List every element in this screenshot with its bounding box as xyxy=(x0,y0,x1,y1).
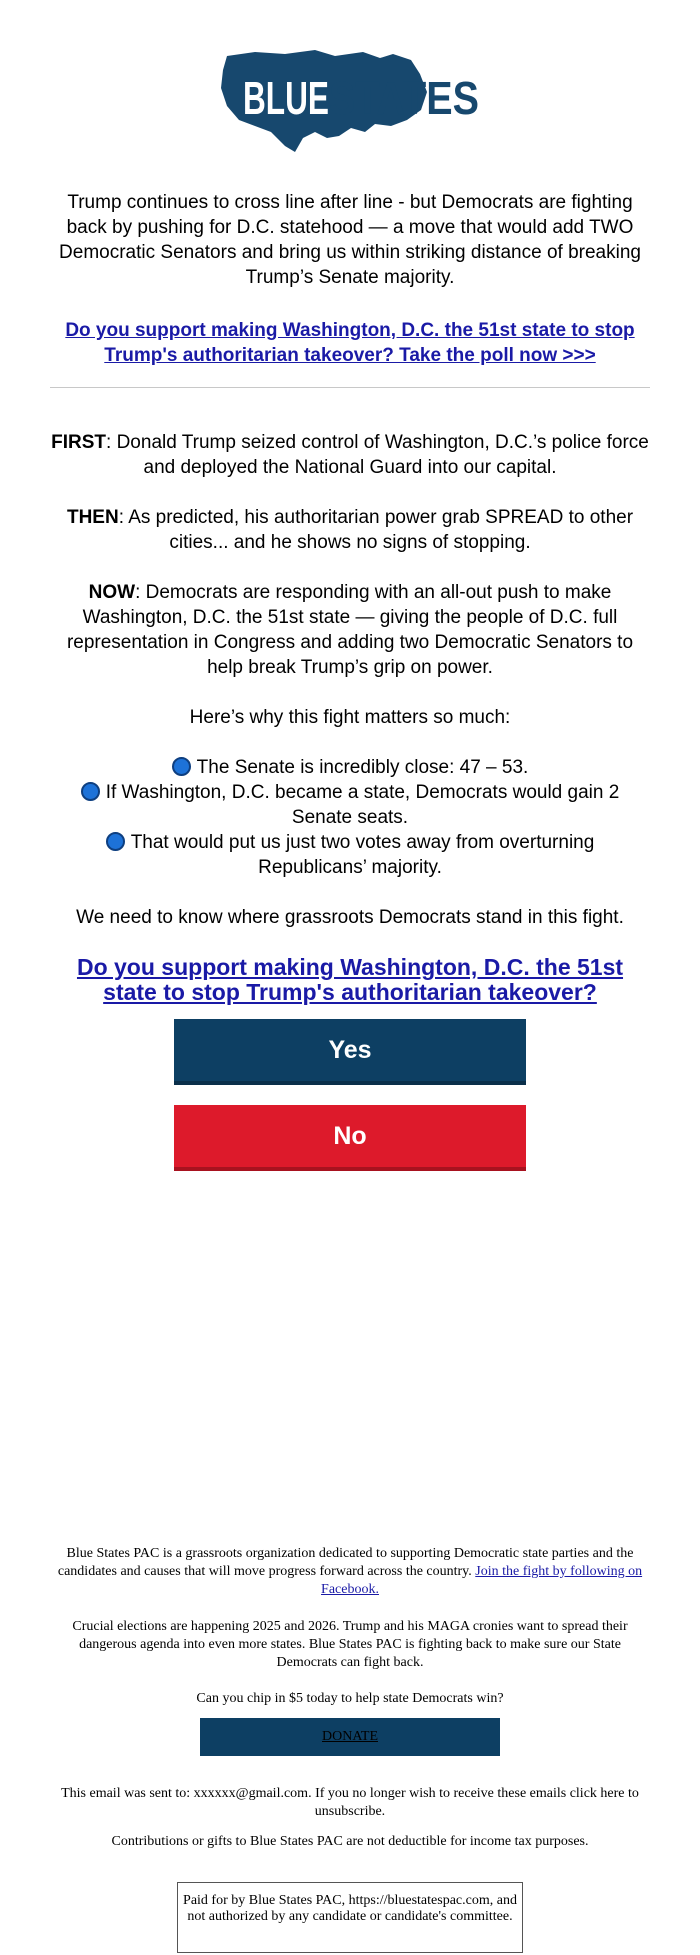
take-poll-link[interactable]: Do you support making Washington, D.C. the 51st state to stop Trump's authoritarian takeover? Take the poll now >>> xyxy=(65,320,635,366)
us-map-logo-icon xyxy=(215,48,485,158)
then-text: : As predicted, his authoritarian power grab SPREAD to other cities... and he shows no signs of stopping. xyxy=(118,507,634,553)
blue-circle-icon xyxy=(106,832,125,851)
paid-for-box: Paid for by Blue States PAC, https://bluestatespac.com, and not authorized by any candidate or candidate's committee. xyxy=(177,1882,523,1953)
list-item: If Washington, D.C. became a state, Democrats would gain 2 Senate seats. xyxy=(50,780,650,830)
need-text: We need to know where grassroots Democrats stand in this fight. xyxy=(76,907,624,928)
blue-states-logo xyxy=(0,48,700,158)
footer-elections: Crucial elections are happening 2025 and 2026. Trump and his MAGA cronies want to spread their dangerous agenda into even more states. Blue States PAC is fighting back to make sure our State Democrats can fight back. xyxy=(72,1619,628,1670)
footer-sent-to[interactable]: This email was sent to: xxxxxx@gmail.com. If you no longer wish to receive these emails click here to unsubscribe. xyxy=(61,1786,639,1819)
footer-chip-in: Can you chip in $5 today to help state Democrats win? xyxy=(196,1691,504,1706)
blue-circle-icon xyxy=(81,782,100,801)
poll-question-link[interactable]: Do you support making Washington, D.C. the 51st state to stop Trump's authoritarian takeover? xyxy=(76,954,624,1005)
logo-states-text: STATES xyxy=(329,72,479,124)
facebook-link[interactable]: Join the fight by following on Facebook. xyxy=(321,1564,643,1597)
yes-button[interactable]: Yes xyxy=(174,1019,526,1085)
then-label: THEN xyxy=(66,507,119,528)
bullet-list xyxy=(50,755,650,880)
now-paragraph xyxy=(50,580,650,680)
footer-tax-note: Contributions or gifts to Blue States PAC are not deductible for income tax purposes. xyxy=(111,1834,589,1849)
footer-about: Blue States PAC is a grassroots organization dedicated to supporting Democratic state parties and the candidates and causes that will move progress forward across the country. Join the fight by following on Facebook. xyxy=(57,1546,643,1597)
divider xyxy=(50,387,650,388)
no-button[interactable]: No xyxy=(174,1105,526,1171)
first-paragraph xyxy=(50,430,650,480)
blue-circle-icon xyxy=(172,757,191,776)
now-label: NOW xyxy=(88,582,136,603)
list-item: The Senate is incredibly close: 47 – 53. xyxy=(50,755,650,780)
first-text: : Donald Trump seized control of Washington, D.C.’s police force and deployed the National Guard into our capital. xyxy=(106,432,649,478)
first-label: FIRST xyxy=(51,432,107,453)
why-text: Here’s why this fight matters so much: xyxy=(189,707,511,728)
intro-text: Trump continues to cross line after line - but Democrats are fighting back by pushing for D.C. statehood — a move that would add TWO Democratic Senators and bring us within striking distance of breaking Trump’s Senate majority. xyxy=(59,192,641,288)
logo-blue-text: BLUE xyxy=(243,72,329,124)
now-text: : Democrats are responding with an all-out push to make Washington, D.C. the 51st state — giving the people of D.C. full representation in Congress and adding two Democratic Senators to help break Trump’s grip on power. xyxy=(66,582,634,678)
list-item: That would put us just two votes away from overturning Republicans’ majority. xyxy=(50,830,650,880)
donate-button[interactable]: DONATE xyxy=(200,1718,500,1756)
then-paragraph xyxy=(50,505,650,555)
